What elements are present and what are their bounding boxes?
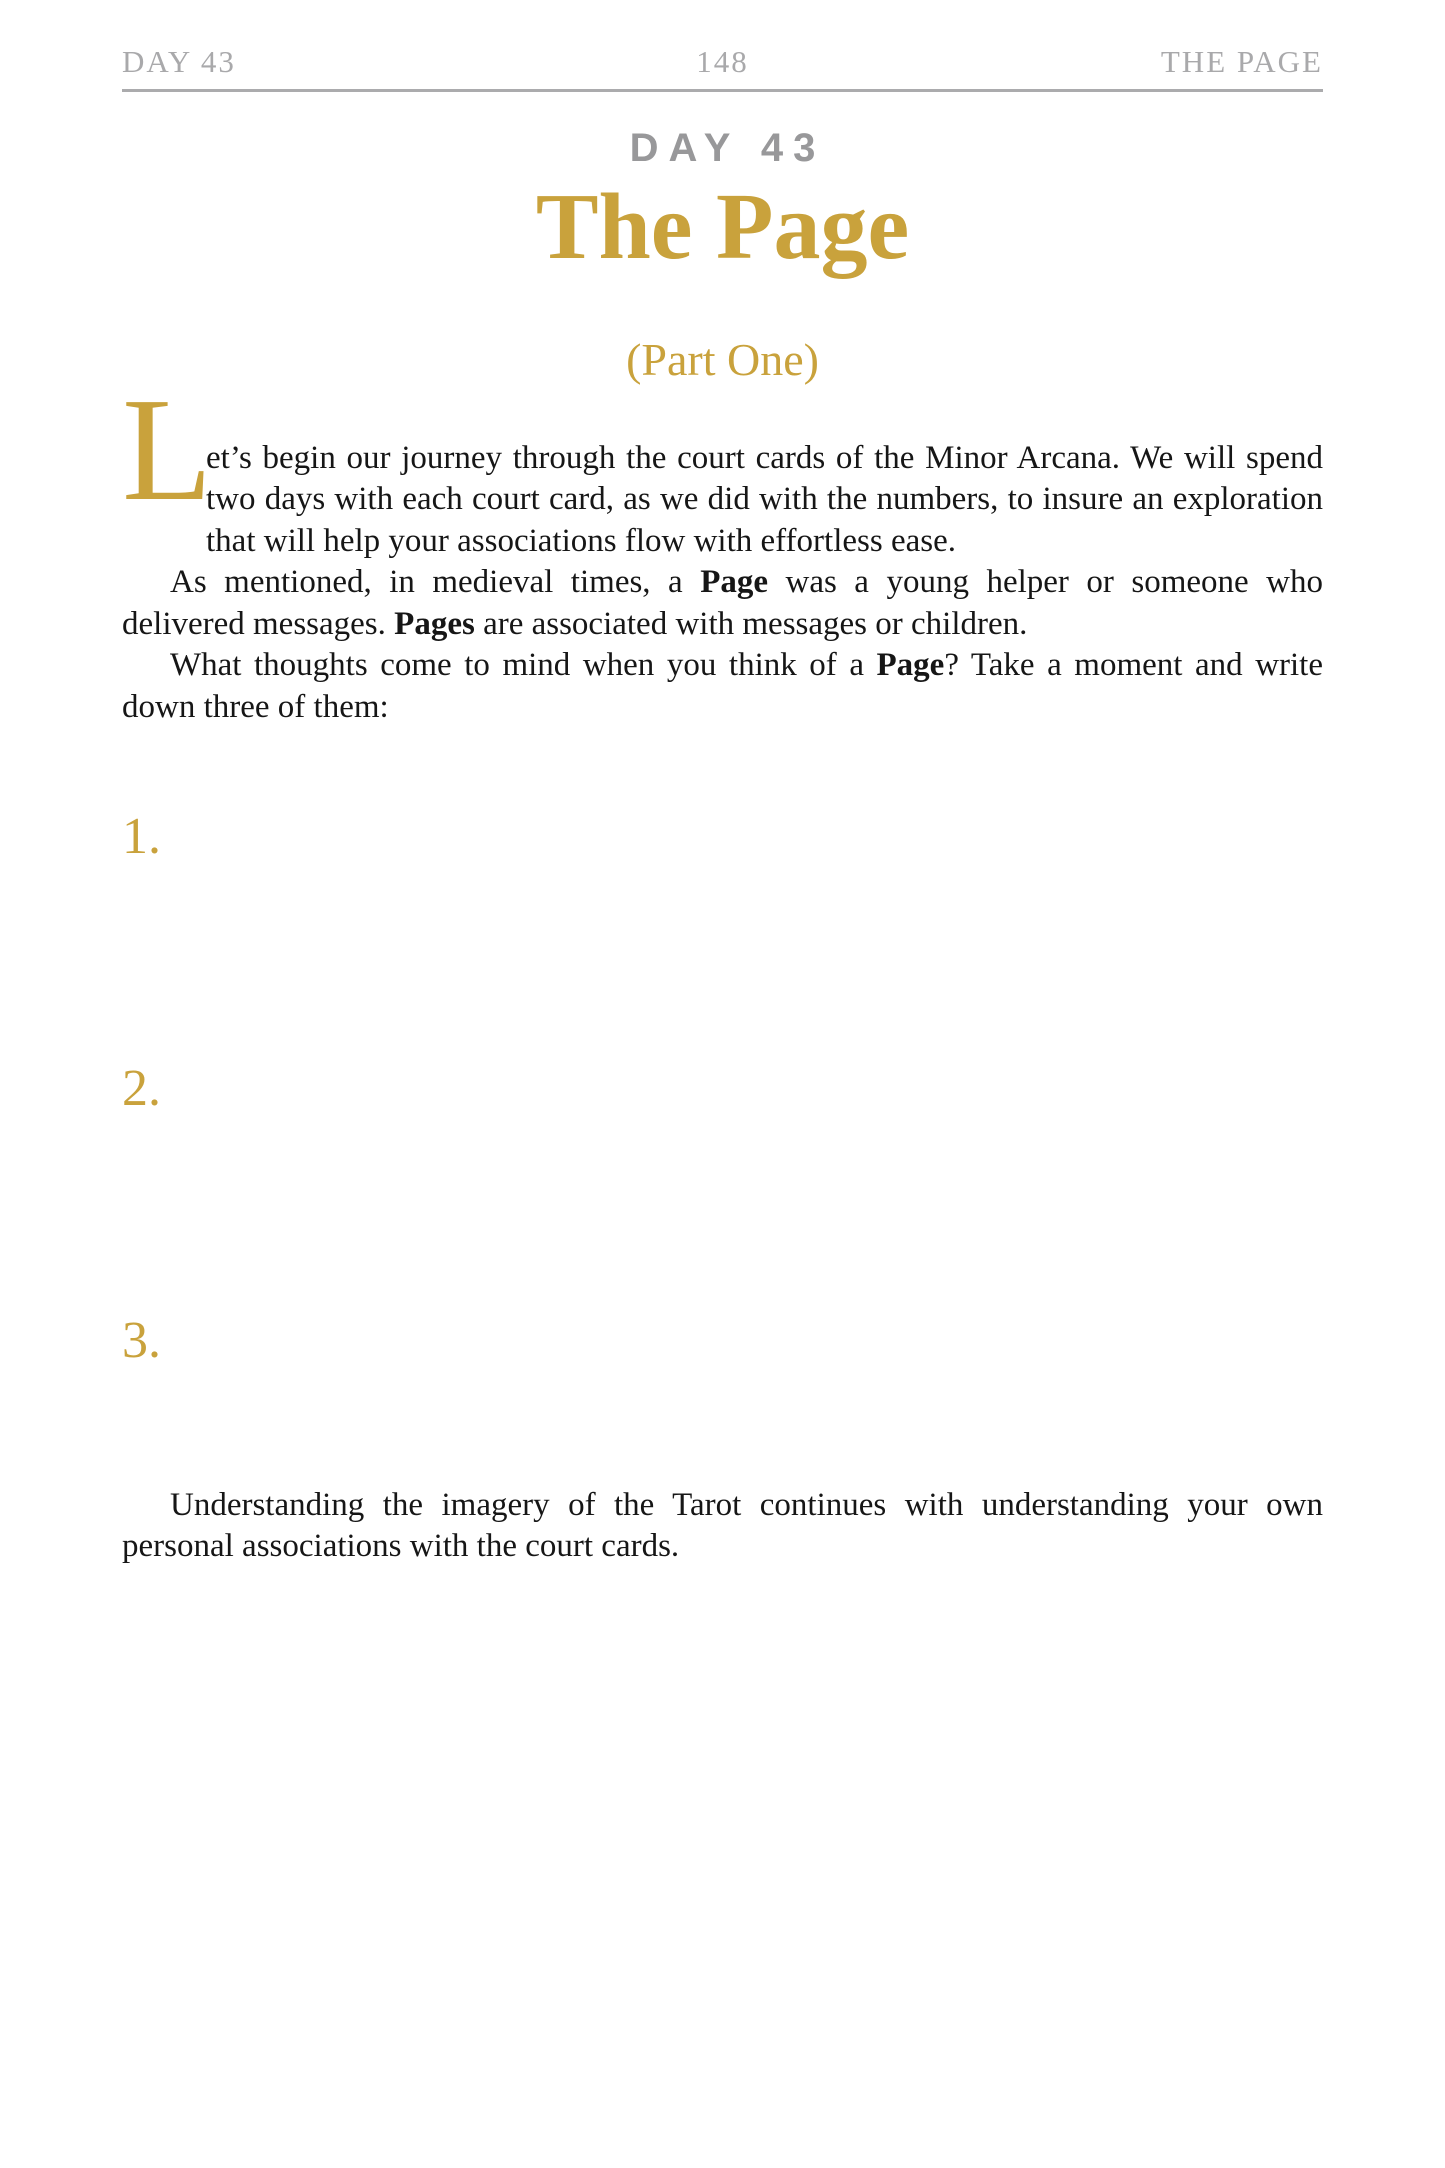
answer-slot-2: [122, 1059, 1323, 1315]
drop-cap: [122, 367, 213, 532]
drop-cap-letter: L: [122, 367, 213, 532]
paragraph-page-definition: As mentioned, in medieval times, a Page was a young helper or someone who delivered messages. Pages are associated with messages or children.: [122, 564, 1323, 642]
running-header: [122, 0, 1323, 92]
answer-slot-1: [122, 807, 1323, 1063]
page-title: The Page: [535, 174, 910, 279]
paragraph-intro: [122, 367, 1323, 563]
running-header-chapter: DAY 43: [122, 44, 236, 79]
page-subtitle: (Part One): [626, 333, 819, 385]
answer-slot-3: [122, 1311, 1323, 1485]
answer-1-number: 1.: [122, 807, 161, 865]
answer-2-number: 2.: [122, 1059, 161, 1117]
running-header-section: THE PAGE: [1160, 44, 1323, 79]
day-kicker: DAY 43: [629, 125, 826, 170]
paragraph-prompt: What thoughts come to mind when you think of a Page? Take a moment and write down three of them:: [122, 647, 1324, 725]
paragraph-closing: Understanding the imagery of the Tarot continues with understanding your own personal associations with the court cards.: [122, 1486, 1323, 1565]
page-number: 148: [696, 44, 749, 79]
paragraph-intro-text: et’s begin our journey through the court cards of the Minor Arcana. We will spend two days with each court card, as we did with the numbers, to insure an exploration that will help your associations flow with effortless ease.: [206, 439, 1323, 559]
answer-blanks: [122, 807, 1323, 1485]
answer-3-number: 3.: [122, 1311, 161, 1369]
article-body: [122, 367, 1324, 1568]
